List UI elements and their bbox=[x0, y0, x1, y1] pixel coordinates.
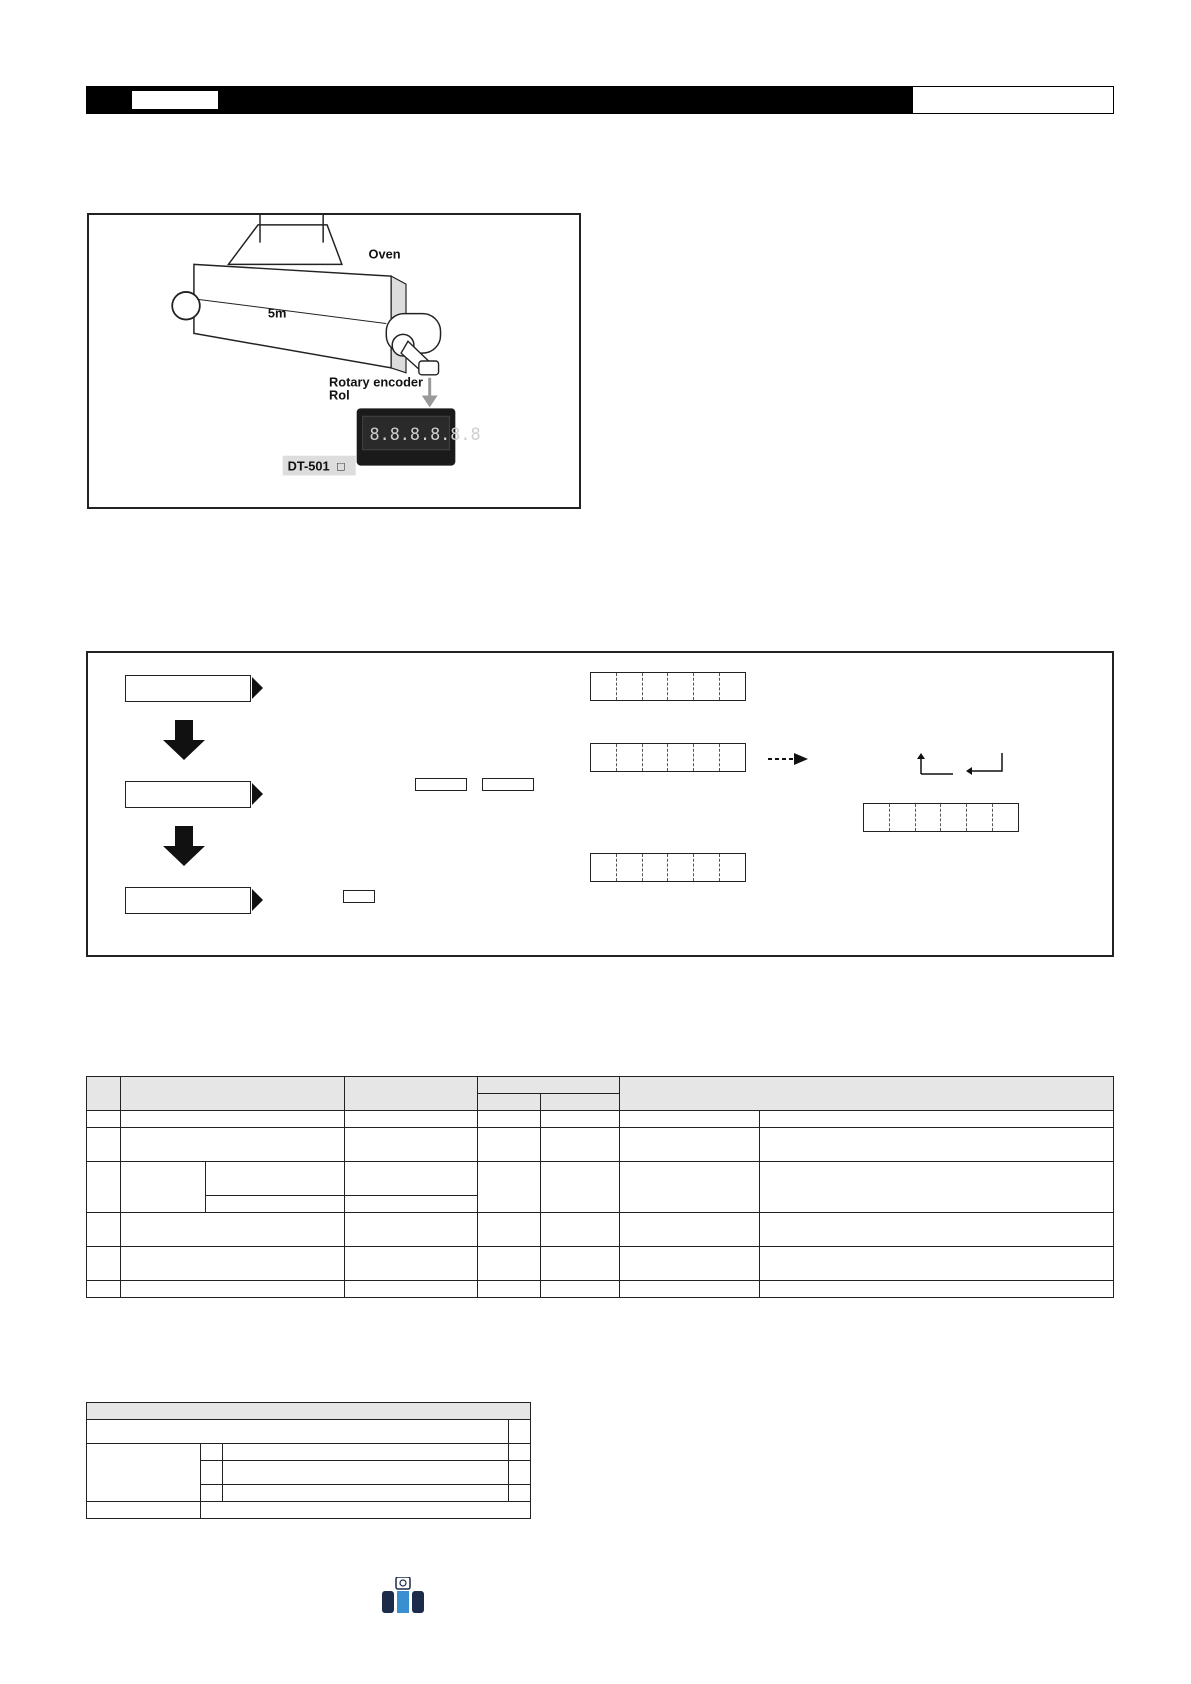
table-row bbox=[87, 1281, 1114, 1298]
loop-up-arrow-icon bbox=[915, 753, 955, 780]
label-rotary-encoder: Rotary encoder bbox=[329, 374, 424, 390]
flow-display-4 bbox=[863, 803, 1019, 832]
flow-display-1 bbox=[590, 672, 746, 701]
flow-step-3 bbox=[125, 887, 251, 914]
label-model: DT-501 bbox=[287, 458, 330, 474]
section-header-tag bbox=[132, 91, 218, 109]
table-row bbox=[87, 1420, 531, 1444]
loop-left-arrow-icon bbox=[966, 753, 1006, 782]
flow-step-1 bbox=[125, 675, 251, 702]
table-row bbox=[87, 1502, 531, 1519]
label-oven: Oven bbox=[368, 246, 401, 262]
flow-step-3-pointer bbox=[252, 889, 263, 911]
flow-step-1-pointer bbox=[252, 677, 263, 699]
flow-step-2 bbox=[125, 781, 251, 808]
label-model-box: □ bbox=[336, 458, 345, 474]
section-header-right-box bbox=[912, 86, 1114, 114]
counter-display: 8.8.8.8.8.8 bbox=[369, 423, 481, 444]
table-row bbox=[87, 1162, 1114, 1196]
dashed-right-arrow-icon bbox=[768, 752, 808, 771]
application-illustration bbox=[87, 213, 581, 509]
table-row bbox=[87, 1444, 531, 1461]
key-button-c bbox=[343, 890, 375, 903]
calculation-table bbox=[86, 1402, 531, 1519]
key-button-a bbox=[415, 778, 467, 791]
table-row bbox=[87, 1128, 1114, 1162]
flow-step-2-pointer bbox=[252, 783, 263, 805]
key-button-b bbox=[482, 778, 534, 791]
label-roll: Rol bbox=[329, 387, 350, 403]
company-logo-icon bbox=[382, 1577, 424, 1613]
flow-display-2 bbox=[590, 743, 746, 772]
down-arrow-icon bbox=[163, 826, 205, 866]
table-row bbox=[87, 1247, 1114, 1281]
down-arrow-icon bbox=[163, 720, 205, 760]
table-row bbox=[87, 1111, 1114, 1128]
table-row bbox=[87, 1213, 1114, 1247]
label-length: 5m bbox=[267, 305, 287, 321]
flow-display-3 bbox=[590, 853, 746, 882]
parameter-table bbox=[86, 1076, 1114, 1298]
